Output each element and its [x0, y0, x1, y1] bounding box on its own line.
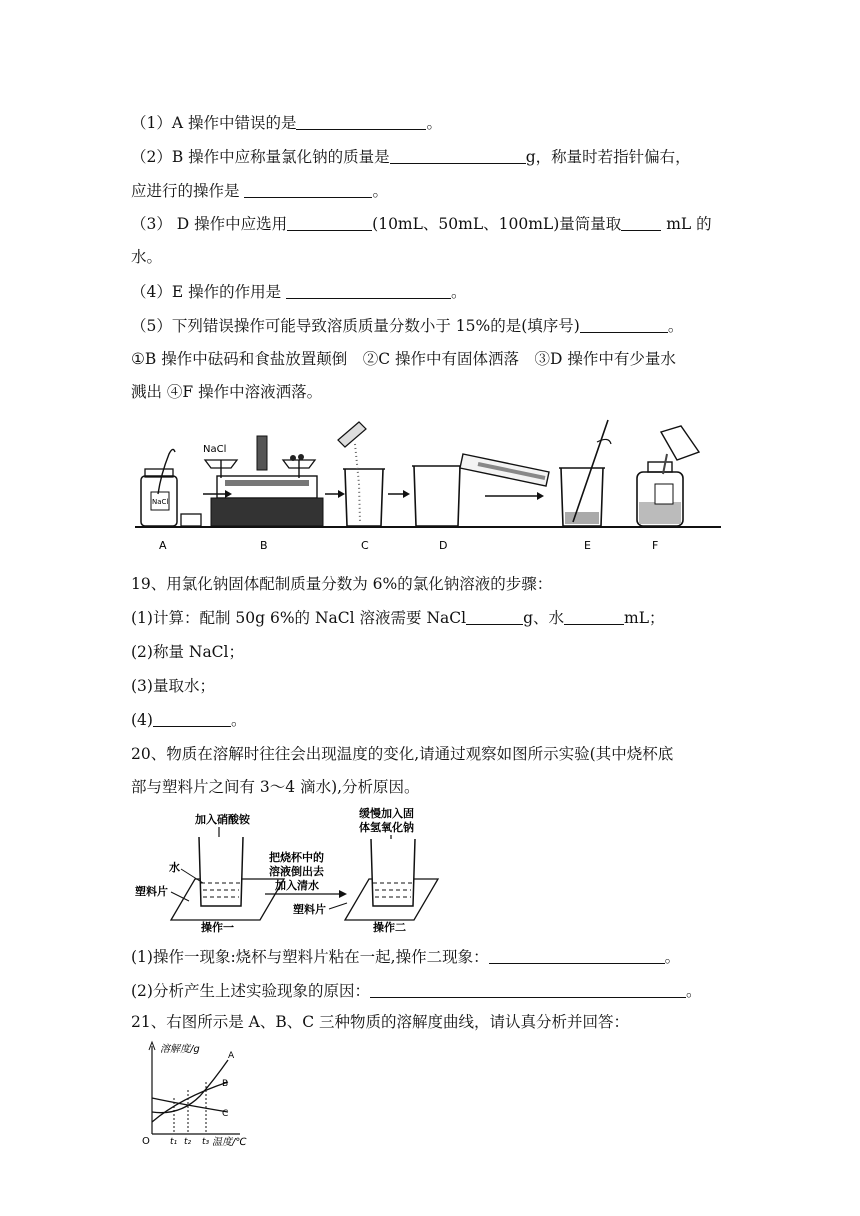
transfer-arrow — [265, 850, 347, 916]
q19-step1: (1)计算：配制 50g 6%的 NaCl 溶液需要 NaCl g、水 mL； — [131, 609, 665, 627]
q20-line2: 部与塑料片之间有 3～4 滴水),分析原因。 — [131, 778, 420, 796]
step-label-c: C — [361, 539, 369, 552]
step-d-beaker-cylinder — [412, 454, 549, 526]
step-f-bottling — [637, 426, 699, 526]
operation-two-label: 操作二 — [373, 921, 406, 934]
q19-title: 19、用氯化钠固体配制质量分数为 6%的氯化钠溶液的步骤： — [131, 575, 553, 593]
step-label-e: E — [584, 539, 591, 552]
step-label-a: A — [159, 539, 167, 552]
beaker-1 — [199, 837, 243, 906]
t3-label: t₃ — [202, 1137, 210, 1147]
step-c-beaker — [338, 422, 385, 526]
q18-part2: （2）B 操作中应称量氯化钠的质量是 g，称量时若指针偏右， — [131, 148, 691, 166]
answer-blank[interactable] — [296, 114, 426, 130]
svg-text:把烧杯中的: 把烧杯中的 — [269, 851, 324, 864]
q20-reason: (2)分析产生上述实验现象的原因： 。 — [131, 982, 702, 1000]
preparation-steps-figure — [133, 414, 723, 556]
t1-label: t₁ — [170, 1137, 178, 1147]
q20-line1: 20、物质在溶解时往往会出现温度的变化,请通过观察如图所示实验(其中烧杯底 — [131, 745, 674, 763]
origin-label: O — [142, 1136, 150, 1147]
q20-observation: (1)操作一现象:烧杯与塑料片粘在一起,操作二现象： 。 — [131, 948, 681, 966]
t2-label: t₂ — [184, 1137, 192, 1147]
curve-a-label: A — [228, 1051, 235, 1061]
nacl-label: NaCl — [203, 444, 227, 455]
water-label: 水 — [169, 861, 180, 874]
y-axis-label: 溶解度/g — [160, 1044, 200, 1055]
q18-part3-continued: 水。 — [131, 248, 163, 266]
answer-blank[interactable] — [153, 711, 231, 727]
add-ammonium-nitrate-label: 加入硝酸铵 — [195, 813, 250, 826]
answer-blank[interactable] — [287, 215, 372, 231]
q19-step3: (3)量取水； — [131, 677, 215, 695]
dissolution-experiment-figure — [133, 803, 453, 935]
step-label-d: D — [439, 539, 448, 552]
q18-part5: （5）下列错误操作可能导致溶质质量分数小于 15%的是(填序号) 。 — [131, 317, 684, 335]
q18-part1: （1）A 操作中错误的是 。 — [131, 114, 442, 132]
step-e-stirring — [559, 420, 611, 526]
curve-b — [152, 1082, 228, 1122]
q18-options-line1: ①B 操作中砝码和食盐放置颠倒 ②C 操作中有固体洒落 ③D 操作中有少量水 — [131, 350, 676, 368]
svg-text:加入清水: 加入清水 — [275, 879, 319, 892]
add-naoh-label-1: 缓慢加入固 — [359, 807, 414, 820]
q21-title: 21、右图所示是 A、B、C 三种物质的溶解度曲线，请认真分析并回答： — [131, 1013, 630, 1031]
answer-blank[interactable] — [580, 317, 668, 333]
plastic-sheet-label-2: 塑料片 — [293, 903, 326, 916]
curve-c — [152, 1098, 228, 1112]
answer-blank[interactable] — [489, 948, 665, 964]
q18-part4: （4）E 操作的作用是 。 — [131, 283, 467, 301]
answer-blank[interactable] — [370, 982, 686, 998]
q19-step4: (4) 。 — [131, 711, 247, 729]
curve-b-label: B — [222, 1079, 229, 1089]
step-b-balance — [203, 436, 323, 526]
q18-part3: （3） D 操作中应选用 (10mL、50mL、100mL)量筒量取 mL 的 — [131, 215, 712, 233]
beaker-2 — [371, 839, 415, 906]
add-naoh-label-2: 体氢氧化钠 — [359, 821, 414, 834]
step-label-b: B — [260, 539, 268, 552]
answer-blank[interactable] — [244, 182, 372, 198]
svg-text:溶液倒出去: 溶液倒出去 — [269, 865, 324, 878]
answer-blank[interactable] — [390, 148, 526, 164]
operation-one-label: 操作一 — [201, 921, 234, 934]
answer-blank[interactable] — [564, 609, 624, 625]
curve-c-label: C — [222, 1109, 229, 1119]
step-a-reagent-jar — [141, 449, 201, 526]
q18-part2-continued: 应进行的操作是 。 — [131, 182, 388, 200]
answer-blank[interactable] — [286, 283, 451, 299]
solubility-curve-figure — [140, 1038, 270, 1148]
operation-two — [345, 806, 438, 934]
answer-blank[interactable] — [621, 215, 661, 231]
q18-options-line2: 溅出 ④F 操作中溶液洒落。 — [131, 383, 323, 401]
q19-step2: (2)称量 NaCl； — [131, 643, 245, 661]
answer-blank[interactable] — [466, 609, 523, 625]
plastic-sheet-label: 塑料片 — [135, 885, 168, 898]
step-label-f: F — [652, 539, 659, 552]
x-axis-label: 温度/℃ — [212, 1137, 247, 1148]
jar-label: NaCl — [152, 498, 169, 506]
